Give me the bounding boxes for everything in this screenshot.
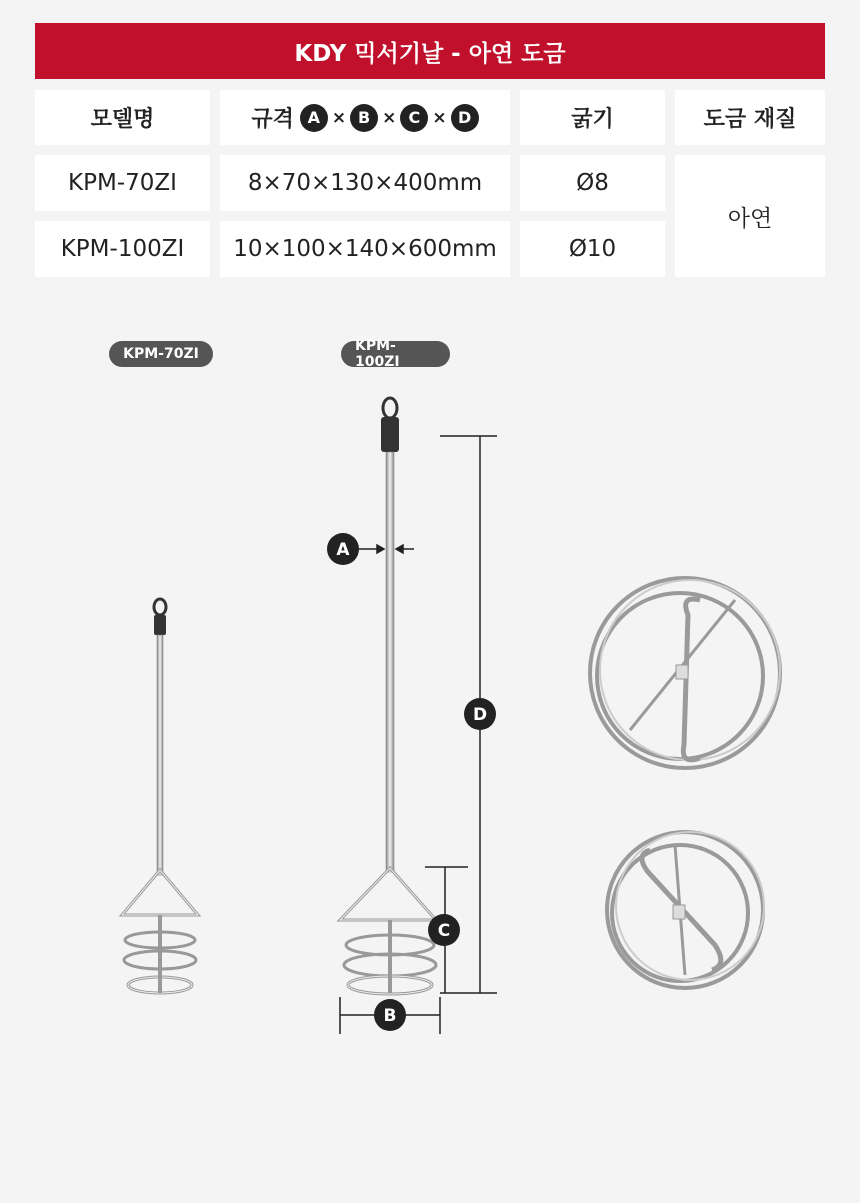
spec-sep: × (432, 107, 447, 128)
dim-b-text: B (383, 1006, 397, 1026)
spec-letter-d: D (451, 104, 479, 132)
row1-spec: 8×70×130×400mm (220, 155, 510, 211)
label-kpm-100zi: KPM-100ZI (341, 341, 450, 367)
spec-letter-a: A (300, 104, 328, 132)
row2-spec: 10×100×140×600mm (220, 221, 510, 277)
header-material: 도금 재질 (675, 90, 825, 145)
top-view-small (607, 832, 764, 988)
dim-a-text: A (336, 540, 350, 560)
material-value: 아연 (675, 155, 825, 277)
header-spec-label: 규격 (251, 107, 294, 132)
row2-model: KPM-100ZI (35, 221, 210, 277)
spec-letter-c: C (400, 104, 428, 132)
header-thickness: 굵기 (520, 90, 665, 145)
row2-thickness: Ø10 (520, 221, 665, 277)
page-title: KDY 믹서기날 - 아연 도금 (35, 23, 825, 79)
mixer-large (340, 398, 436, 994)
label-kpm-70zi: KPM-70ZI (109, 341, 213, 367)
row1-thickness: Ø8 (520, 155, 665, 211)
spec-sep: × (331, 107, 347, 128)
mixer-small (122, 599, 198, 993)
spec-sep: × (382, 107, 397, 128)
spec-letter-b: B (350, 104, 378, 132)
row1-model: KPM-70ZI (35, 155, 210, 211)
dim-c-text: C (437, 921, 451, 941)
top-view-large (590, 578, 780, 768)
dim-d-text: D (472, 705, 488, 725)
header-model: 모델명 (35, 90, 210, 145)
